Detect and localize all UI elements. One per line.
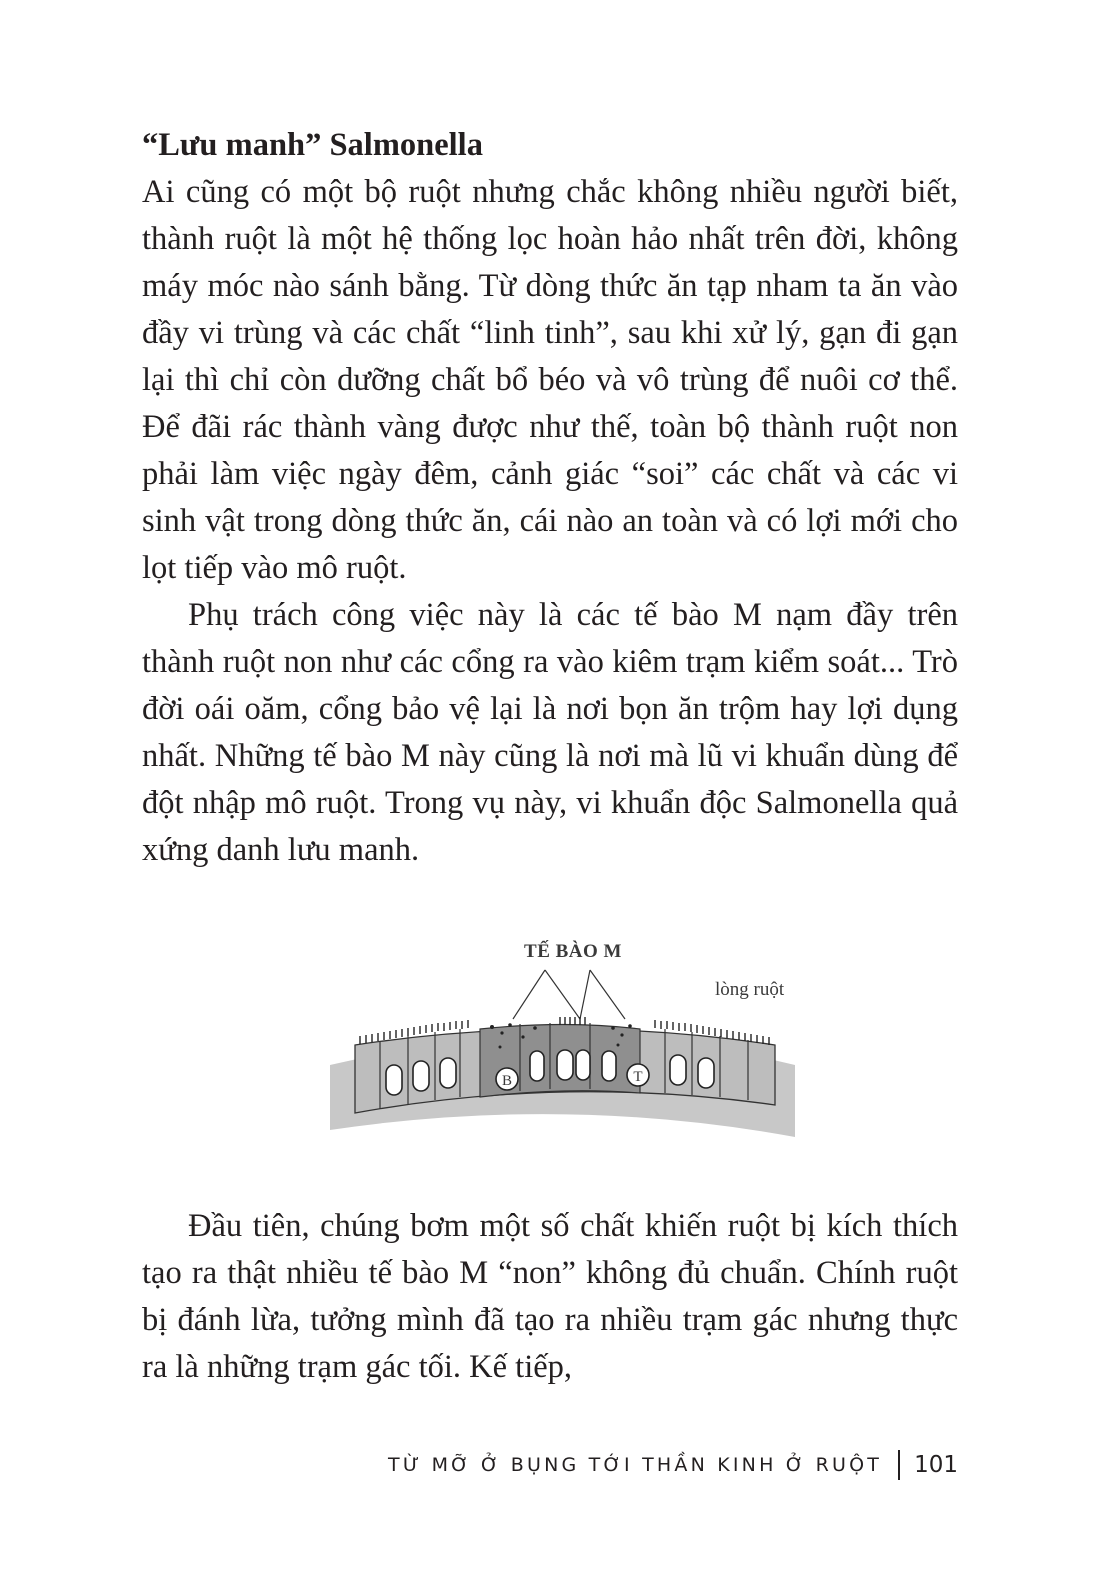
- t-lymphocyte: [627, 1064, 649, 1086]
- m-cell-label: TẾ BÀO M: [524, 941, 622, 962]
- page-footer: [388, 1447, 958, 1483]
- body-text-top: [142, 169, 958, 874]
- running-title: TỪ MỠ Ở BỤNG TỚI THẦN KINH Ở RUỘT: [388, 1454, 883, 1476]
- section-heading: “Lưu manh” Salmonella: [142, 127, 483, 163]
- t-cell-label: T: [633, 1069, 643, 1085]
- b-cell-label: B: [501, 1073, 513, 1089]
- b-lymphocyte: [496, 1068, 518, 1090]
- intestine-diagram: [320, 925, 810, 1155]
- paragraph-2: Phụ trách công việc này là các tế bào M nạm đầy trên thành ruột non như các cổng ra vào kiêm trạm kiểm soát... Trò đời oái oăm, cổng bảo vệ lại là nơi bọn ăn trộm hay lợi dụng nhất. Những tế bào M này cũng là nơi mà lũ vi khuẩn dùng để đột nhập mô ruột. Trong vụ này, vi khuẩn độc Salmonella quả xứng danh lưu manh.: [142, 597, 958, 868]
- paragraph-3: Đầu tiên, chúng bơm một số chất khiến ruột bị kích thích tạo ra thật nhiều tế bào M “non” không đủ chuẩn. Chính ruột bị đánh lừa, tưởng mình đã tạo ra nhiều trạm gác nhưng thực ra là những trạm gác tối. Kế tiếp,: [142, 1208, 958, 1385]
- label-pointer-lines: [513, 970, 625, 1019]
- lumen-label: lòng ruột: [715, 979, 785, 1000]
- intestine-m-cell-figure: [320, 925, 810, 1155]
- page-number: 101: [914, 1452, 958, 1478]
- footer-divider: [898, 1450, 900, 1480]
- body-text-bottom: [142, 1203, 958, 1391]
- paragraph-1: Ai cũng có một bộ ruột nhưng chắc không nhiều người biết, thành ruột là một hệ thống lọc hoàn hảo nhất trên đời, không máy móc nào sánh bằng. Từ dòng thức ăn tạp nham ta ăn vào đầy vi trùng và các chất “linh tinh”, sau khi xử lý, gạn đi gạn lại thì chỉ còn dưỡng chất bổ béo và vô trùng để nuôi cơ thể. Để đãi rác thành vàng được như thế, toàn bộ thành ruột non phải làm việc ngày đêm, cảnh giác “soi” các chất và các vi sinh vật trong dòng thức ăn, cái nào an toàn và có lợi mới cho lọt tiếp vào mô ruột.: [142, 174, 958, 586]
